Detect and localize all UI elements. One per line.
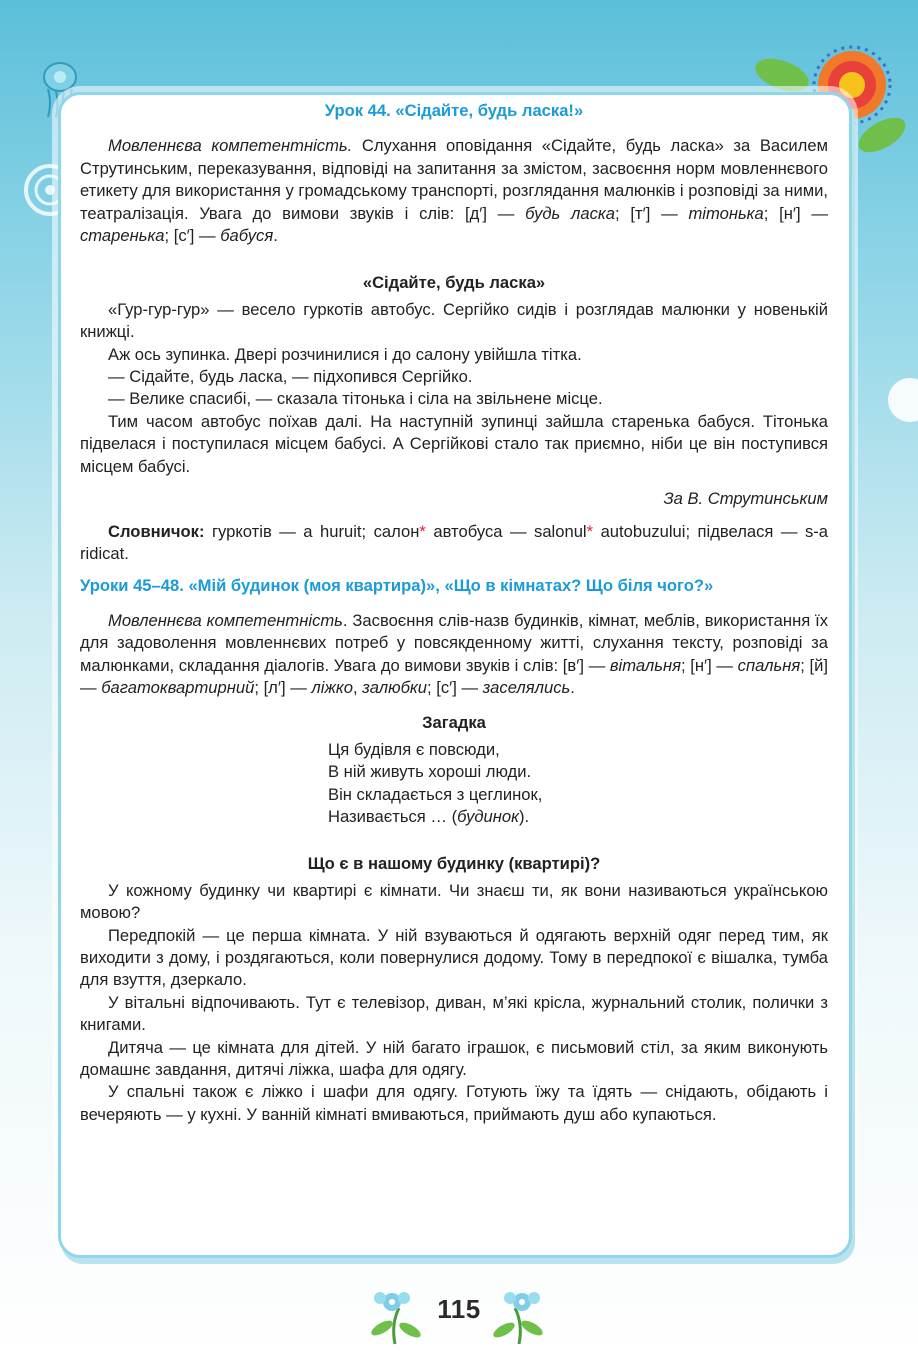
example-word: тітонька [688, 203, 764, 223]
page-content [80, 100, 828, 1126]
competence-label: Мовленнєва компетентність. [108, 136, 353, 156]
example-word: спальня [737, 655, 801, 675]
separator: . [273, 226, 278, 246]
example-word: будь ласка [525, 203, 615, 223]
page-number: 115 [437, 1294, 481, 1324]
left-flower-ornament [362, 1284, 428, 1346]
house-paragraph: У спальні також є ліжко і шафи для одягу. Готують їжу та їдять — снідають, обідають і вечеряють — у кухні. У ванній кімнаті вмиваються, приймають душ або купаються. [80, 1082, 828, 1124]
glossary-text: автобуса — salonul [425, 521, 587, 541]
lessons-45-48-title: Уроки 45–48. «Мій будинок (моя квартира)», «Що в кімнатах? Що біля чого?» [80, 576, 714, 596]
asterisk: * [419, 521, 426, 541]
riddle-title: Загадка [422, 713, 486, 733]
story-author: За В. Струтинським [663, 489, 828, 509]
riddle-poem [328, 739, 828, 829]
separator: ; [т′] — [615, 203, 689, 223]
glossary [80, 521, 828, 566]
riddle-line: Він складається з цеглинок, [328, 784, 543, 804]
example-word: багатоквартирний [101, 677, 255, 697]
example-word: старенька [80, 226, 165, 246]
lesson-44-competence [80, 135, 828, 247]
house-paragraph: Дитяча — це кімната для дітей. У ній багато іграшок, є письмовий стіл, за яким виконують домашнє завдання, дитячі ліжка, шафа для одягу. [80, 1037, 828, 1080]
example-word: вітальня [609, 655, 681, 675]
story-title: «Сідайте, будь ласка» [362, 273, 546, 293]
example-word: ліжко [311, 677, 353, 697]
competence-text: . Засвоєння слів-назв будинків, кімнат, меблів, використання їх для задоволення мовленнєвих потреб у повсякденному житті, слухання тексту, розповіді за малюнками, складання діалогів. Увага до вимови звуків і слів: [в′] — [80, 610, 828, 675]
lessons-45-48-competence [80, 610, 828, 700]
separator: ; [н′] — [680, 655, 738, 675]
competence-label: Мовленнєва компетентність [108, 610, 343, 630]
glossary-label: Словничок: [108, 521, 205, 541]
cloud-decoration [880, 370, 918, 430]
glossary-text: autobuzului; підвелася — s-a ridicat. [80, 521, 829, 563]
story-paragraph: — Велике спасибі, — сказала тітонька і сіла на звільнене місце. [108, 389, 603, 409]
example-word: залюбки [362, 677, 427, 697]
lesson-44-title: Урок 44. «Сідайте, будь ласка!» [324, 101, 584, 120]
riddle-text: ). [518, 806, 530, 826]
house-paragraph: У вітальні відпочивають. Тут є телевізор, диван, м’які крісла, журнальний столик, полички з книгами. [80, 992, 828, 1035]
separator: ; [с′] — [426, 677, 483, 697]
glossary-text: гуркотів — a huruit; салон [204, 521, 420, 541]
asterisk: * [586, 521, 594, 541]
right-flower-ornament [486, 1284, 552, 1346]
house-paragraph: Передпокій — це перша кімната. У ній взуваються й одягають верхній одяг перед тим, як виходити з дому, і роздягаються, коли повернулися додому. Тому в передпокої є вішалка, тумба для взуття, дзеркало. [80, 925, 828, 990]
separator: ; [л′] — [254, 677, 312, 697]
riddle-text: Називається … ( [328, 806, 458, 826]
separator: . [570, 677, 575, 697]
story-paragraph: «Гур-гур-гур» — весело гуркотів автобус. Сергійко сидів і розглядав малюнки у новенькій книжці. [80, 299, 828, 342]
example-word: бабуся [220, 226, 274, 246]
riddle-line [328, 806, 828, 828]
story-paragraph: Аж ось зупинка. Двері розчинилися і до салону увійшла тітка. [108, 344, 582, 364]
house-title: Що є в нашому будинку (квартирі)? [307, 854, 601, 874]
separator: , [352, 677, 363, 697]
riddle-answer: будинок [457, 806, 519, 826]
house-paragraph: У кожному будинку чи квартирі є кімнати. Чи знаєш ти, як вони називаються українською мовою? [80, 880, 828, 923]
story-paragraph: Тим часом автобус поїхав далі. На наступній зупинці зайшла старенька бабуся. Тітонька підвелася і поступилася місцем бабусі. А Сергійкові стало так приємно, ніби це він поступився місцем бабусі. [80, 411, 828, 476]
riddle-line: В ній живуть хороші люди. [328, 762, 532, 782]
example-word: заселялись [482, 677, 571, 697]
separator: ; [й] — [80, 655, 828, 697]
separator: ; [н′] — [763, 203, 828, 223]
separator: ; [с′] — [164, 226, 221, 246]
riddle-line: Ця будівля є повсюди, [328, 739, 500, 759]
story-paragraph: — Сідайте, будь ласка, — підхопився Сергійко. [108, 367, 473, 387]
competence-text: Слухання оповідання «Сідайте, будь ласка» за Василем Струтинським, переказування, відповіді на запитання за змістом, засвоєння норм мовленнєвого етикету для використання у громадському транспорті, розглядання малюнків і розповіді за ними, театралізація. Увага до вимови звуків і слів: [д′] — [80, 136, 828, 223]
